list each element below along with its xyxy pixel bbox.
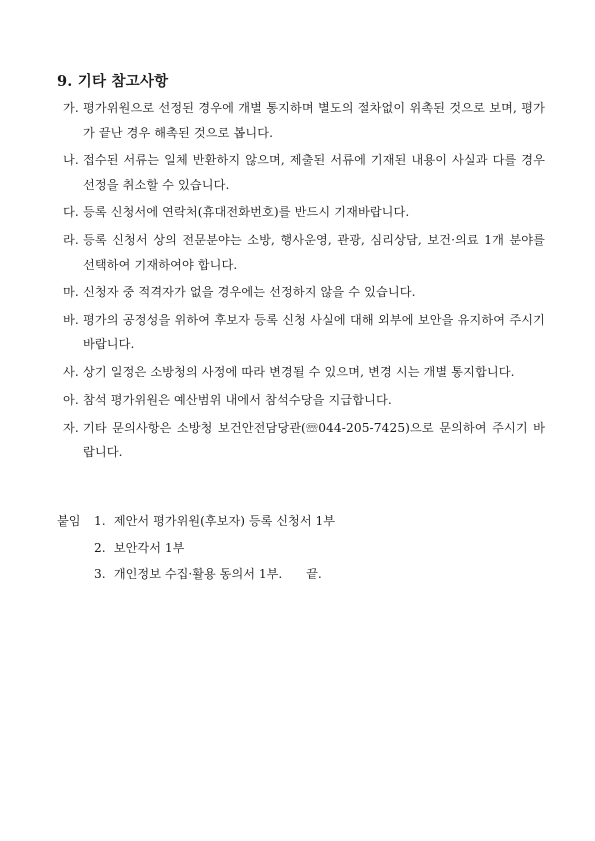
note-marker: 라. (63, 233, 79, 248)
attachments-list (94, 508, 335, 588)
notes-list (63, 96, 545, 468)
note-text: 참석 평가위원은 예산범위 내에서 참석수당을 지급합니다. (83, 392, 392, 407)
attachment-number: 2. (94, 540, 106, 555)
note-item (63, 360, 545, 385)
attachment-text: 개인정보 수집·활용 동의서 1부. (113, 567, 283, 581)
note-item (63, 280, 545, 305)
attachment-number: 3. (94, 567, 106, 581)
note-marker: 마. (63, 285, 79, 300)
note-marker: 나. (63, 153, 79, 168)
attachment-text: 보안각서 1부 (113, 540, 185, 555)
note-text: 기타 문의사항은 소방청 보건안전담당관(☏044-205-7425)으로 문의하여 주시기 바랍니다. (83, 420, 545, 459)
attachments-label: 붙임 (57, 514, 81, 528)
section-title: 9. 기타 참고사항 (57, 73, 169, 90)
note-marker: 가. (63, 101, 79, 115)
attachment-item (94, 535, 335, 562)
note-marker: 사. (63, 365, 79, 380)
note-marker: 바. (63, 312, 79, 327)
end-mark: 끝. (306, 567, 322, 581)
note-text: 평가위원으로 선정된 경우에 개별 통지하며 별도의 절차없이 위촉된 것으로 보며, 평가가 끝난 경우 해촉된 것으로 봅니다. (83, 101, 545, 140)
note-text: 신청자 중 적격자가 없을 경우에는 선정하지 않을 수 있습니다. (83, 285, 416, 300)
note-item (63, 228, 545, 277)
attachment-item (94, 508, 335, 535)
note-item (63, 388, 545, 413)
note-text: 등록 신청서에 연락처(휴대전화번호)를 반드시 기재바랍니다. (83, 205, 410, 220)
note-item (63, 96, 545, 145)
note-text: 상기 일정은 소방청의 사정에 따라 변경될 수 있으며, 변경 시는 개별 통지합니다. (83, 365, 515, 380)
note-item (63, 200, 545, 225)
note-text: 접수된 서류는 일체 반환하지 않으며, 제출된 서류에 기재된 내용이 사실과 다를 경우 선정을 취소할 수 있습니다. (83, 153, 545, 192)
note-item (63, 148, 545, 197)
note-item (63, 308, 545, 357)
attachment-text: 제안서 평가위원(후보자) 등록 신청서 1부 (113, 514, 336, 528)
note-marker: 아. (63, 392, 79, 407)
attachment-item (94, 561, 335, 588)
attachment-number: 1. (94, 514, 106, 528)
note-marker: 자. (63, 420, 79, 435)
note-marker: 다. (63, 205, 79, 220)
note-text: 평가의 공정성을 위하여 후보자 등록 신청 사실에 대해 외부에 보안을 유지하여 주시기 바랍니다. (83, 312, 545, 352)
note-item (63, 416, 545, 465)
note-text: 등록 신청서 상의 전문분야는 소방, 행사운영, 관광, 심리상담, 보건·의료 1개 분야를 선택하여 기재하여야 합니다. (83, 233, 545, 272)
